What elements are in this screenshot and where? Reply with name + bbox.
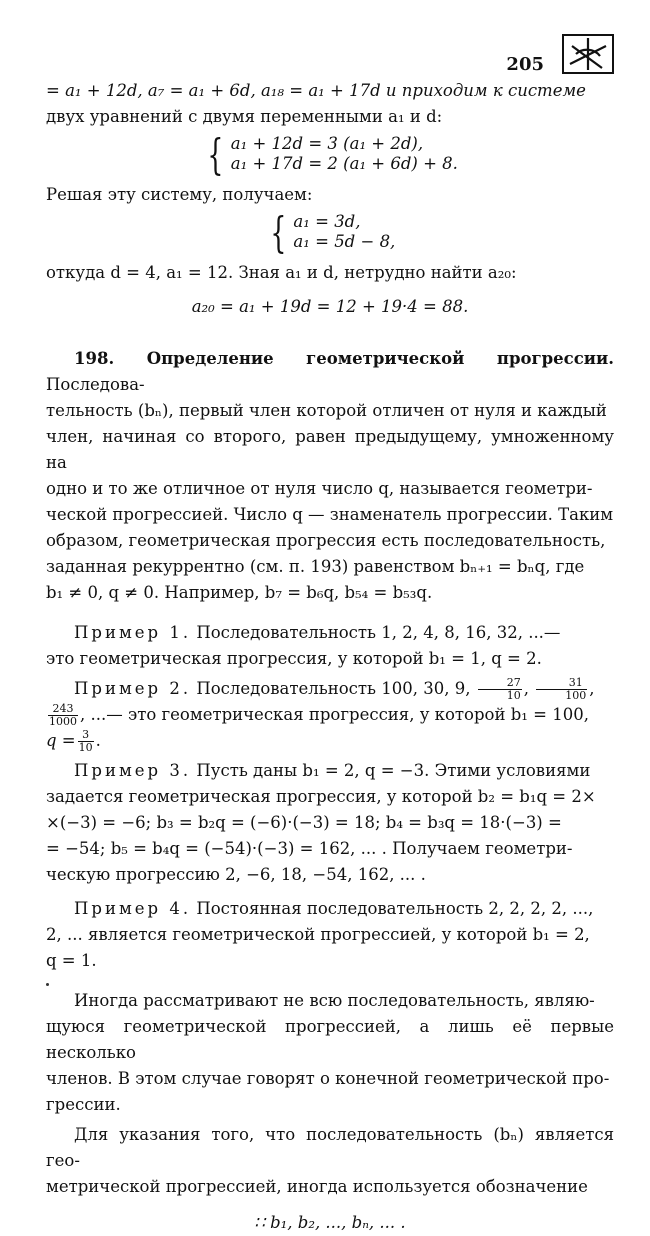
- paragraph-text: Иногда рассматривают не всю последовательность, являю-: [74, 991, 595, 1010]
- page-number: 205: [506, 54, 544, 75]
- example-text: ×(−3) = −6; b₃ = b₂q = (−6)·(−3) = 18; b₄ = b₃q = 18·(−3) =: [46, 813, 562, 832]
- paragraph-text: щуюся геометрической прогрессией, а лишь её первые несколько: [46, 1017, 614, 1062]
- example-text-line: q = $\frac{3}{10}$ .: [46, 728, 101, 754]
- fraction: $\frac{3}{10}$: [78, 728, 93, 754]
- notation-paragraph: [46, 1122, 614, 1200]
- intro-line: = a₁ + 12d, a₇ = a₁ + 6d, a₁₈ = a₁ + 17d и приходим к системе: [46, 81, 586, 100]
- system-equation: a₁ = 3d,: [293, 212, 361, 231]
- section-198: [46, 346, 614, 606]
- example-text: Последовательность 1, 2, 4, 8, 16, 32, ...—: [196, 623, 561, 642]
- example-text-line: $\frac{243}{1000}$ , ...— это геометрическая прогрессия, у которой b₁ = 100,: [49, 702, 589, 728]
- example-label: Пример 4.: [74, 899, 192, 918]
- example-text: Последовательность 100, 30, 9,: [196, 679, 471, 698]
- solving-text: Решая эту систему, получаем:: [46, 185, 313, 204]
- paragraph-text: Для указания того, что последовательность (bₙ) является гео-: [46, 1125, 614, 1170]
- page-speck: [46, 983, 49, 986]
- section-title: 198. Определение геометрической прогрессии.: [74, 349, 614, 368]
- example-label: Пример 2.: [74, 679, 192, 698]
- paragraph-text: грессии.: [46, 1095, 121, 1114]
- brace-icon: {: [270, 208, 287, 257]
- example-4: [46, 896, 614, 974]
- whence-text: откуда d = 4, a₁ = 12. Зная a₁ и d, нетрудно найти a₂₀:: [46, 263, 517, 282]
- system-equation: a₁ + 12d = 3 (a₁ + 2d),: [230, 134, 424, 153]
- example-text: Пусть даны b₁ = 2, q = −3. Этими условиями: [196, 761, 591, 780]
- brace-icon: {: [207, 130, 224, 179]
- example-text: задается геометрическая прогрессия, у которой b₂ = b₁q = 2×: [46, 787, 596, 806]
- section-text: член, начиная со второго, равен предыдущему, умноженному на: [46, 427, 614, 472]
- paragraph-text: членов. В этом случае говорят о конечной геометрической про-: [46, 1069, 610, 1088]
- finite-progression-paragraph: [46, 988, 614, 1118]
- example-text: q = 1.: [46, 951, 97, 970]
- section-text: заданная рекуррентно (см. п. 193) равенством bₙ₊₁ = bₙq, где: [46, 557, 585, 576]
- system-equation: a₁ + 17d = 2 (a₁ + 6d) + 8.: [230, 154, 458, 173]
- section-text: образом, геометрическая прогрессия есть последовательность,: [46, 531, 606, 550]
- page-content: [46, 78, 614, 1236]
- intro-paragraph: [46, 78, 614, 130]
- book-emblem-icon: [562, 34, 614, 74]
- section-text: тельность (bₙ), первый член которой отличен от нуля и каждый: [46, 401, 607, 420]
- equation-system-2: [46, 208, 614, 257]
- example-label: Пример 3.: [74, 761, 192, 780]
- example-text: ческую прогрессию 2, −6, 18, −54, 162, ... .: [46, 865, 426, 884]
- example-3: [46, 758, 614, 888]
- example-text: 2, ... является геометрической прогрессией, у которой b₁ = 2,: [46, 925, 590, 944]
- equation-system-1: [46, 130, 614, 179]
- example-text: это геометрическая прогрессия, у которой b₁ = 1, q = 2.: [46, 649, 542, 668]
- fraction: $\frac{27}{10}$: [478, 677, 522, 702]
- section-text: одно и то же отличное от нуля число q, называется геометри-: [46, 479, 593, 498]
- section-text: b₁ ≠ 0, q ≠ 0. Например, b₇ = b₆q, b₅₄ = b₅₃q.: [46, 583, 433, 602]
- intro-line: двух уравнений с двумя переменными a₁ и d:: [46, 107, 443, 126]
- example-2: Пример 2. Последовательность 100, 30, 9, $\frac{27}{10}$ , $\frac{31}{100}$ , $\frac{243}{1000}$ , ...— это геометрическая прогрессия, у которой b₁ = 100, q = $\frac{3}{10}$ .: [46, 676, 614, 754]
- formula-a20: a₂₀ = a₁ + 19d = 12 + 19·4 = 88.: [191, 297, 469, 316]
- section-text: Последова-: [46, 375, 145, 394]
- section-text: ческой прогрессией. Число q — знаменатель прогрессии. Таким: [46, 505, 614, 524]
- example-label: Пример 1.: [74, 623, 192, 642]
- example-text: = −54; b₅ = b₄q = (−54)·(−3) = 162, ... . Получаем геометри-: [46, 839, 573, 858]
- paragraph-text: метрической прогрессией, иногда используется обозначение: [46, 1177, 588, 1196]
- system-equation: a₁ = 5d − 8,: [293, 232, 396, 251]
- notation-formula: ∷ b₁, b₂, ..., bₙ, ... .: [254, 1213, 406, 1232]
- page-header: [46, 30, 614, 74]
- example-text: Постоянная последовательность 2, 2, 2, 2, ...,: [196, 899, 594, 918]
- fraction: $\frac{31}{100}$: [536, 677, 587, 702]
- fraction: $\frac{243}{1000}$: [49, 702, 77, 728]
- example-1: [46, 620, 614, 672]
